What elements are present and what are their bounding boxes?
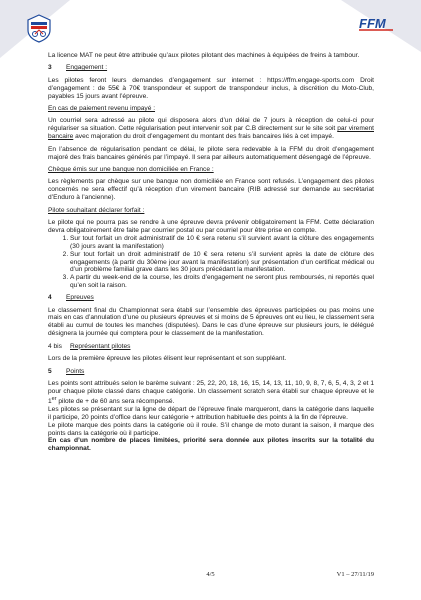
ffm-logo-icon: [357, 14, 395, 34]
section-number: 4: [48, 294, 52, 302]
list-item: 1. Sur tout forfait un droit administratif de 10 € sera retenu s’il survient avant la clôture des engagements (30 jours avant la manifestation): [70, 235, 374, 251]
section-number: 4 bis: [48, 342, 62, 350]
club-logo-icon: [25, 13, 53, 43]
impaye-paragraph: Un courriel sera adressé au pilote qui disposera alors d’un délai de 7 jours à réception de celui-ci pour régulariser sa situation. Cette régularisation peut intervenir soit par C.B directement sur le site soit par virement bancaire avec majoration du droit d’engagement du montant des frais bancaires liés à cet impayé.: [48, 117, 374, 141]
virement-bancaire-text: par virement bancaire: [48, 125, 374, 141]
finale-paragraph: Les pilotes se présentant sur la ligne de départ de l’épreuve finale marqueront, dans la catégorie dans laquelle il participe, 20 points d’office dans leur catégorie + attribution habituelle des points à la fin de l’épreuve.: [48, 405, 374, 421]
section-4bis-heading: [48, 343, 374, 351]
section-title: Représentant pilotes: [70, 342, 131, 350]
section-title: Epreuves: [66, 294, 94, 302]
document-body: [48, 52, 374, 453]
categorie-paragraph: Le pilote marque des points dans la catégorie où il roule. S’il change de moto durant la saison, il marque des points dans la catégorie où il participe.: [48, 421, 374, 437]
intro-paragraph: La licence MAT ne peut être attribuée qu’aux pilotes pilotant des machines à équipées de freins à tambour.: [48, 52, 360, 59]
points-paragraph: Les points sont attribués selon le barème suivant : 25, 22, 20, 18, 16, 15, 14, 13, 11, 10, 9, 8, 7, 6, 5, 4, 3, 2 et 1 pour chaque pilote classé dans chaque catégorie. Un classement scratch sera établi sur chaque épreuve et le 1er pilote de + de 60 ans sera récompensé.: [48, 379, 374, 405]
cheque-paragraph: Les règlements par chèque sur une banque non domiciliée en France sont refusés. L’engagement des pilotes concernés ne sera effectif qu’à réception d’un virement bancaire (RIB adressé sur demande au secrétariat d’Enduro à l’ancienne).: [48, 178, 374, 202]
priorite-paragraph: En cas d’un nombre de places limitées, priorité sera donnée aux pilotes inscrits sur la totalité du championnat.: [48, 437, 374, 453]
section-title: Points: [66, 367, 85, 375]
subheading-forfait: Pilote souhaitant déclarer forfait :: [48, 206, 145, 214]
list-item: 3. A partir du week-end de la course, les droits d’engagement ne seront plus remboursés, ni reportés quel qu’en soit la raison.: [70, 274, 374, 290]
regularisation-paragraph: En l’absence de régularisation pendant ce délai, le pilote sera redevable à la FFM du droit d’engagement majoré des frais bancaires générés par l’impayé. Il sera par ailleurs automatiquement désengagé de l’épreuve.: [48, 145, 374, 161]
engagement-paragraph: Les pilotes feront leurs demandes d’engagement sur internet : https://ffm.engage-sports.com Droit d’engagement : de 55€ à 70€ transpondeur et support de transpondeur inclus, à discrétion du Moto-Club, payables 15 jours avant l’épreuve.: [48, 76, 374, 100]
subheading-cheque: Chèque émis sur une banque non domiciliée en France :: [48, 165, 214, 173]
section-4-heading: [48, 294, 374, 302]
forfait-list: [48, 235, 374, 290]
list-item: 2. Sur tout forfait un droit administratif de 10 € sera retenu s’il survient après la date de clôture des engagements (à partir du 30ème jour avant la manifestation) sur présentation d’un certificat médical ou d’un problème familial grave dans les 30 jours précédant la manifestation.: [70, 251, 374, 275]
representant-paragraph: Lors de la première épreuve les pilotes élisent leur représentant et son suppléant.: [48, 355, 287, 363]
section-3-heading: [48, 64, 374, 72]
forfait-paragraph: Le pilote qui ne pourra pas se rendre à une épreuve devra prévenir obligatoirement la FFM. Cette déclaration devra obligatoirement être faite par courrier postal ou par courriel pour être prise en compte.: [48, 219, 374, 234]
subheading-impaye: En cas de paiement revenu impayé :: [48, 105, 156, 113]
page-number: 4/5: [206, 571, 215, 578]
version-label: V1 – 27/11/19: [336, 571, 374, 578]
svg-text:FFM: FFM: [359, 16, 386, 31]
section-title: Engagement :: [66, 64, 108, 72]
section-5-heading: [48, 368, 374, 376]
epreuves-paragraph: Le classement final du Championnat sera établi sur l’ensemble des épreuves participées ou pas moins une mais en cas d’annulation d’une ou plusieurs épreuves et si moins de 5 épreuves ont eu lieu, le classement sera établi au cumul de toutes les manches (disputées). Dans le cas d’une épreuve sur plusieurs jours, le délégué désignera la journée qui comptera pour le classement de la manifestation.: [48, 306, 374, 338]
section-number: 3: [48, 64, 52, 72]
section-number: 5: [48, 367, 52, 375]
